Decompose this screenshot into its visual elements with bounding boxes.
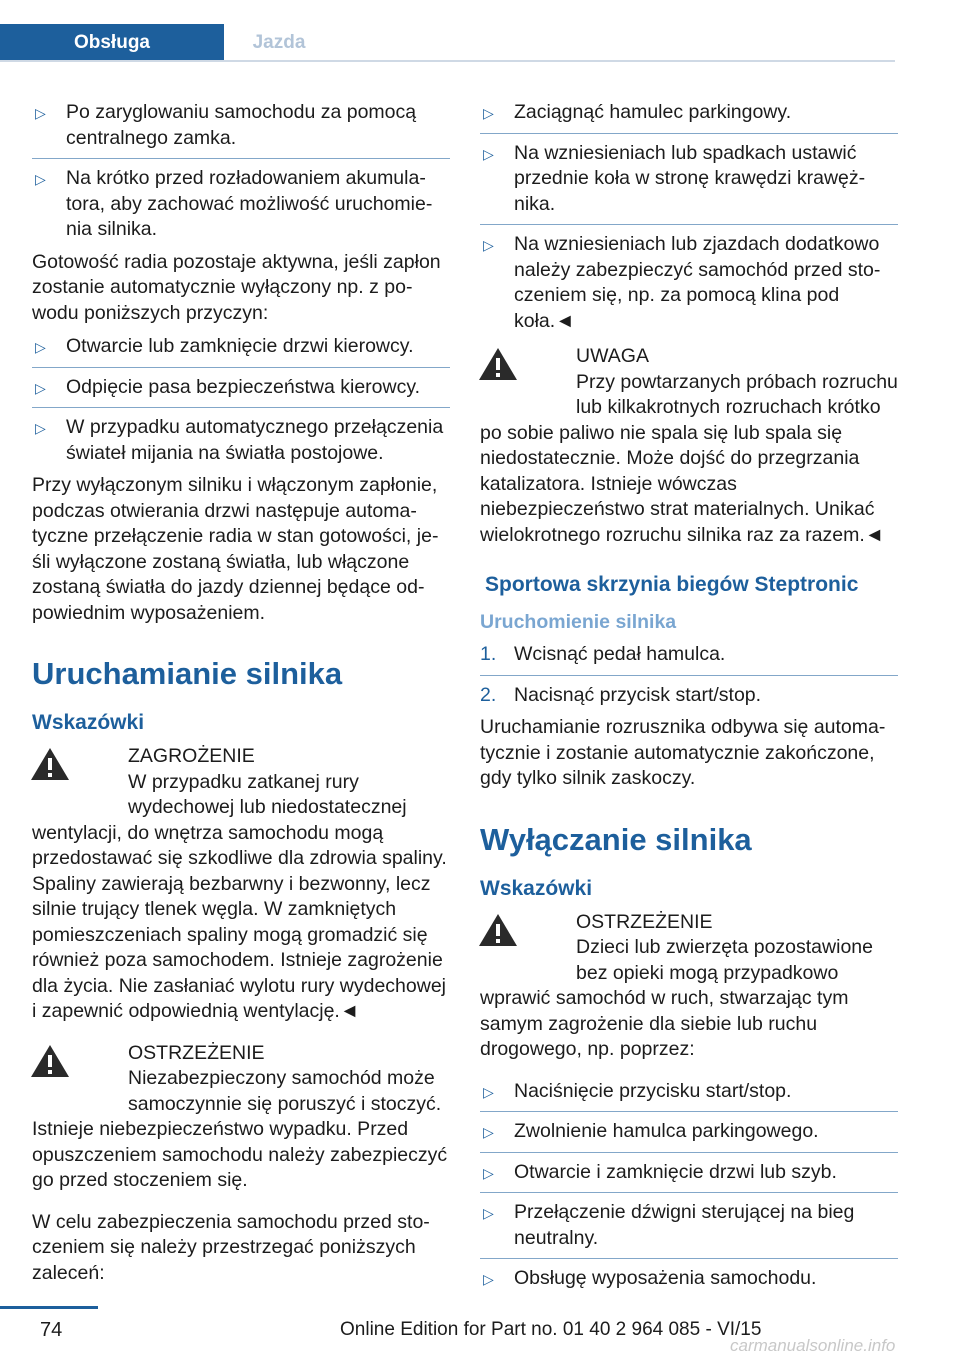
- triangle-bullet-icon: ▷: [35, 339, 46, 355]
- list-item-text: Zwolnienie hamulca parkingowego.: [514, 1120, 819, 1142]
- triangle-bullet-icon: ▷: [35, 420, 46, 436]
- paragraph: Uruchamianie rozrusznika odbywa się automatycznie i zostanie automatycznie zakończone, gdy tylko silnik zaskoczy.: [480, 716, 886, 789]
- paragraph: W celu zabezpieczenia samochodu przed stoczeniem się należy przestrzegać poniższych zaleceń:: [32, 1210, 430, 1284]
- section-title: Wyłączanie silnika: [480, 821, 752, 857]
- triangle-bullet-icon: ▷: [483, 1083, 494, 1100]
- warning-title: ZAGROŻENIE: [128, 745, 255, 767]
- divider: [32, 158, 450, 159]
- triangle-bullet-icon: ▷: [483, 1124, 494, 1140]
- list-item-text: Otwarcie lub zamknięcie drzwi kierowcy.: [66, 335, 414, 357]
- list-item-text: Po zaryglowaniu samochodu za pomocą centralnego zamka.: [66, 101, 417, 149]
- list-item-text: Obsługę wyposażenia samochodu.: [514, 1267, 817, 1289]
- triangle-bullet-icon: ▷: [35, 105, 46, 121]
- triangle-bullet-icon: ▷: [483, 1164, 494, 1181]
- triangle-bullet-icon: ▷: [483, 105, 494, 121]
- step-text: Wcisnąć pedał hamulca.: [514, 643, 726, 665]
- list-item: [32, 375, 450, 401]
- tab-jazda-label: Jazda: [252, 31, 306, 53]
- list-item-text: W przypadku automatycznego przełączenia świateł mijania na światła postojowe.: [66, 416, 444, 464]
- list-item: [480, 141, 898, 218]
- subsection-title: Sportowa skrzynia biegów Steptronic: [485, 573, 859, 596]
- step-text: Nacisnąć przycisk start/stop.: [514, 683, 762, 706]
- warning-title: UWAGA: [576, 345, 649, 367]
- warning-title: OSTRZEŻENIE: [576, 910, 713, 933]
- warning-triangle-icon: [478, 346, 568, 396]
- divider: [480, 675, 898, 676]
- watermark: carmanualsonline.info: [730, 1336, 896, 1355]
- divider: [480, 1258, 898, 1259]
- warning-text: Niezabezpieczony samochód może samoczynnie się poruszyć i stoczyć. Istnieje niebezpieczeństwo wypadku. Przed opuszczeniem samochodu należy zabezpieczyć go przed stoczeniem się.: [32, 1067, 448, 1191]
- step-item: [480, 642, 898, 668]
- list-item-text: Na wzniesieniach lub zjazdach dodatkowo należy zabezpieczyć samochód przed stoczeniem się, np. za pomocą klina pod koła.◄: [514, 233, 881, 332]
- list-item: [32, 100, 450, 151]
- warning-text: W przypadku zatkanej rury wydechowej lub niedostatecznej wentylacji, do wnętrza samochodu mogą przedostawać się szkodliwe dla zdrowia spaliny. Spaliny zawierają bezbarwny i bezwonny, lecz silnie trujący tlenek węgla. W zamkniętych pomieszczeniach spaliny mogą gromadzić się również poza samochodem. Istnieje zagrożenie dla życia. Nie zasłaniać wylotu rury wydechowej i zapewnić odpowiednią wentylację.◄: [32, 770, 447, 1022]
- triangle-bullet-icon: ▷: [35, 379, 46, 396]
- step-item: [480, 683, 898, 709]
- warning-text: Przy powtarzanych próbach rozruchu lub kilkakrotnych rozruchach krótko po sobie paliwo nie spala się lub spala się niedostatecznie. Może dojść do przegrzania katalizatora. Istnieje wówczas niebezpieczeństwo strat materialnych. Unikać wielokrotnego rozruchu silnika raz za razem.◄: [480, 370, 898, 546]
- list-item: [32, 334, 450, 360]
- list-item: [32, 166, 450, 243]
- triangle-bullet-icon: ▷: [483, 237, 494, 253]
- list-item-text: Przełączenie dźwigni sterującej na bieg neutralny.: [514, 1201, 855, 1249]
- list-item: [480, 1266, 898, 1292]
- list-item-text: Otwarcie i zamknięcie drzwi lub szyb.: [514, 1160, 837, 1183]
- left-column: [32, 100, 450, 1294]
- header-divider: [0, 60, 895, 62]
- procedure-title: Uruchomienie silnika: [480, 611, 677, 633]
- step-number: 1.: [480, 643, 497, 665]
- list-item: [32, 415, 450, 466]
- tab-obsluga[interactable]: [0, 24, 224, 61]
- triangle-bullet-icon: ▷: [483, 1205, 494, 1221]
- warning-title: OSTRZEŻENIE: [128, 1041, 265, 1064]
- warning-triangle-icon: [478, 912, 568, 962]
- subsection-title: Wskazówki: [32, 711, 145, 734]
- list-item-text: Odpięcie pasa bezpieczeństwa kierowcy.: [66, 375, 421, 398]
- subsection-title: Wskazówki: [480, 876, 593, 900]
- warning-triangle-icon: [30, 746, 120, 796]
- footer-divider: [0, 1306, 98, 1309]
- warning-block: [32, 1041, 450, 1194]
- triangle-bullet-icon: ▷: [35, 171, 46, 187]
- list-item: [480, 100, 898, 126]
- list-item: [480, 1160, 898, 1186]
- divider: [480, 224, 898, 225]
- warning-block: [480, 344, 898, 548]
- divider: [480, 1111, 898, 1112]
- section-title: Uruchamianie silnika: [32, 656, 343, 691]
- warning-text: Dzieci lub zwierzęta pozostawione bez opieki mogą przypadkowo wprawić samochód w ruch, stwarzając tym samym zagrożenie dla siebie lub ruchu drogowego, np. poprzez:: [480, 936, 873, 1060]
- list-item-text: Naciśnięcie przycisku start/stop.: [514, 1079, 792, 1102]
- warning-block: [480, 910, 898, 1063]
- list-item: [480, 232, 898, 334]
- tab-obsluga-label: Obsługa: [73, 31, 150, 53]
- divider: [480, 1152, 898, 1153]
- divider: [32, 407, 450, 408]
- list-item-text: Na krótko przed rozładowaniem akumulatora, aby zachować możliwość uruchomienia silnika.: [66, 167, 433, 240]
- warning-triangle-icon: [30, 1043, 120, 1093]
- step-number: 2.: [480, 683, 497, 706]
- divider: [32, 367, 450, 368]
- page-number: 74: [40, 1319, 63, 1341]
- divider: [480, 1192, 898, 1193]
- triangle-bullet-icon: ▷: [483, 145, 494, 162]
- warning-block: [32, 744, 450, 1025]
- list-item: [480, 1079, 898, 1105]
- list-item: [480, 1119, 898, 1145]
- paragraph: Przy wyłączonym silniku i włączonym zapłonie, podczas otwierania drzwi następuje automatyczne przełączenie radia w stan gotowości, jeśli wyłączone zostaną światła, lub włączone zostaną światła do jazdy dziennej będące odpowiednim wyposażeniem.: [32, 474, 439, 624]
- list-item: [480, 1200, 898, 1251]
- list-item-text: Na wzniesieniach lub spadkach ustawić przednie koła w stronę krawędzi krawężnika.: [514, 141, 866, 215]
- header-tabs: [0, 0, 895, 62]
- divider: [480, 133, 898, 134]
- triangle-bullet-icon: ▷: [483, 1271, 494, 1287]
- right-column: [480, 100, 898, 1299]
- tab-jazda[interactable]: [224, 24, 334, 61]
- paragraph: Gotowość radia pozostaje aktywna, jeśli zapłon zostanie automatycznie wyłączony np. z powodu poniższych przyczyn:: [32, 250, 441, 324]
- edition-note: Online Edition for Part no. 01 40 2 964 085 - VI/15: [340, 1319, 762, 1340]
- list-item-text: Zaciągnąć hamulec parkingowy.: [514, 101, 792, 123]
